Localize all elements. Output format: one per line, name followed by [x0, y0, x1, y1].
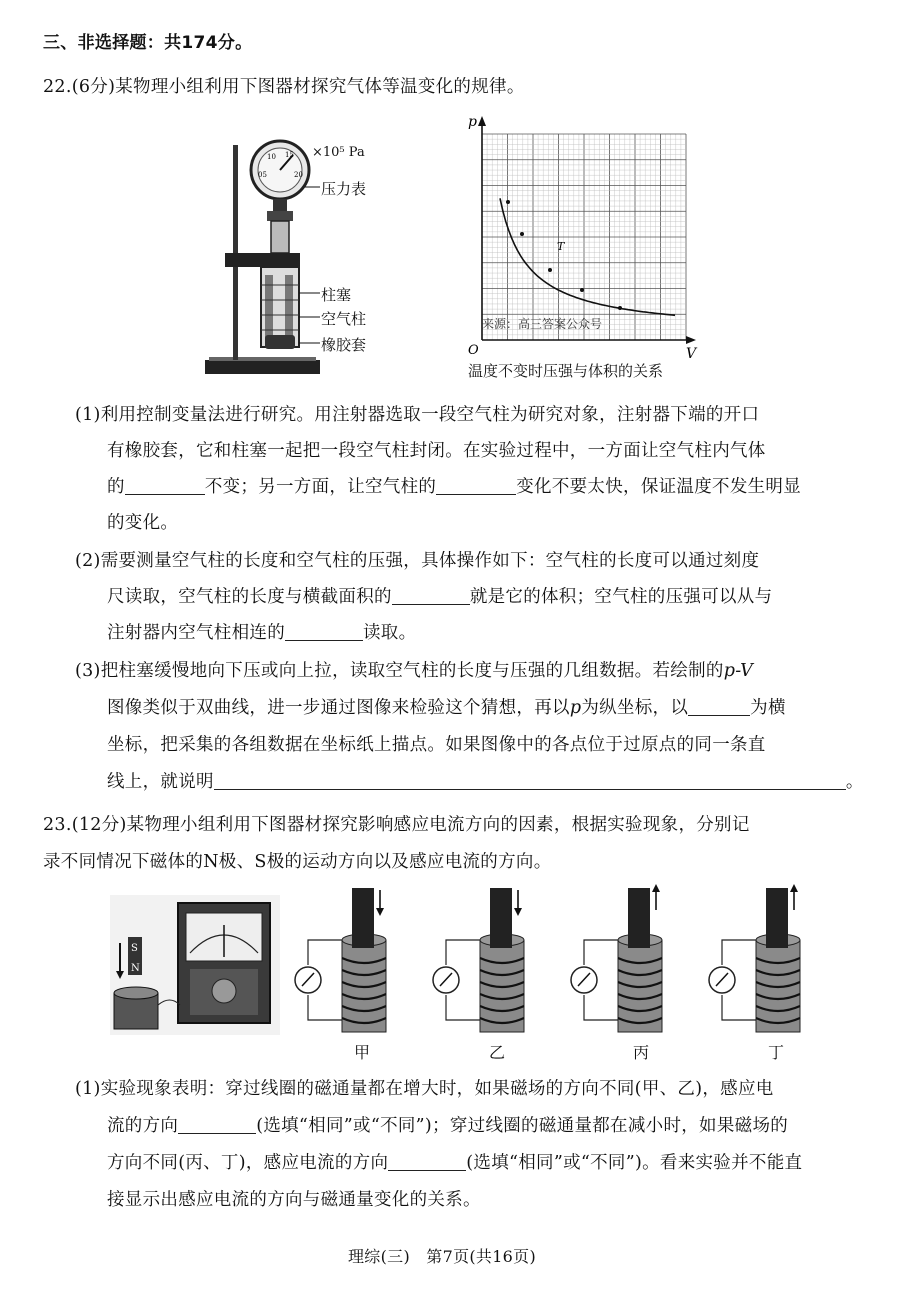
answer-blank-8[interactable] — [388, 1152, 466, 1171]
answer-blank-1[interactable] — [125, 476, 205, 495]
q22-p1-line3: 的 不变；另一方面，让空气柱的 变化不要太快，保证温度不发生明显 — [107, 477, 802, 497]
stand-rod — [233, 145, 238, 360]
induction-apparatus-figure — [110, 895, 280, 1035]
q23-p1-line4: 接显示出感应电流的方向与磁通量变化的关系。 — [107, 1190, 481, 1210]
wire — [446, 940, 480, 965]
q22-p1-line1: (1)利用控制变量法进行研究。用注射器选取一段空气柱为研究对象，注射器下端的开口 — [75, 405, 760, 425]
svg-text:S: S — [131, 943, 138, 954]
isotherm-curve — [500, 198, 675, 315]
q22-p3-line4: 线上，就说明 。 — [107, 772, 864, 792]
pressure-gauge — [251, 141, 309, 221]
y-axis-label: p — [468, 114, 477, 130]
q22-number: 22. — [43, 77, 72, 97]
wire — [584, 940, 618, 965]
panel-label-ding: 丁 — [768, 1043, 785, 1062]
q22-p2-line3: 注射器内空气柱相连的 读取。 — [107, 623, 417, 643]
arrow-head — [652, 884, 660, 892]
watermark: 来源：高三答案公众号 — [482, 317, 603, 331]
answer-blank-3[interactable] — [392, 586, 470, 605]
coil-panels-figure — [280, 880, 810, 1040]
graph-point — [548, 268, 552, 272]
origin-label: O — [468, 343, 479, 358]
magnet-top — [352, 888, 374, 948]
syringe-apparatus-figure — [195, 135, 425, 385]
q22-p3-line2: 图像类似于双曲线，进一步通过图像来检验这个猜想，再以p为纵坐标，以 为横 — [107, 698, 786, 718]
q22-p1-line2: 有橡胶套，它和柱塞一起把一段空气柱封闭。在实验过程中，一方面让空气柱内气体 — [107, 441, 766, 461]
answer-blank-5[interactable] — [688, 697, 750, 716]
q22-p2-line1: (2)需要测量空气柱的长度和空气柱的压强，具体操作如下：空气柱的长度可以通过刻度 — [75, 551, 760, 571]
panel-label-yi: 乙 — [489, 1043, 506, 1062]
svg-text:10: 10 — [267, 153, 276, 161]
graph-grid — [482, 134, 686, 340]
magnet-top — [628, 888, 650, 948]
graph-point — [580, 288, 584, 292]
pressure-unit-label: ×10⁵ Pa — [312, 145, 365, 160]
magnet-top — [766, 888, 788, 948]
panel-label-bing: 丙 — [633, 1043, 650, 1062]
graph-caption: 温度不变时压强与体积的关系 — [468, 362, 664, 380]
wire — [722, 940, 756, 965]
graph-point — [506, 200, 510, 204]
gauge-label: 压力表 — [321, 180, 367, 198]
q23-stem-line1: 23.(12分)某物理小组利用下图器材探究影响感应电流方向的因素，根据实验现象，分别记 — [43, 815, 750, 835]
q22-p3-line1: (3)把柱塞缓慢地向下压或向上拉，读取空气柱的长度与压强的几组数据。若绘制的p-V — [75, 661, 754, 681]
graph-point — [618, 306, 622, 310]
arrow-head — [376, 908, 384, 916]
stand-base — [205, 360, 320, 374]
plunger-label: 柱塞 — [321, 286, 352, 304]
coil-panel-bing — [571, 884, 662, 1032]
air-column-label: 空气柱 — [321, 310, 367, 328]
q23-p1-line1: (1)实验现象表明：穿过线圈的磁通量都在增大时，如果磁场的方向不同(甲、乙)，感应电 — [75, 1079, 774, 1099]
wire — [722, 995, 756, 1020]
svg-text:05: 05 — [258, 171, 267, 179]
coil-panel-ding — [709, 884, 800, 1032]
section-title: 三、非选择题：共174分。 — [43, 33, 253, 53]
graph-point — [520, 232, 524, 236]
wire — [446, 995, 480, 1020]
arrow-head — [790, 884, 798, 892]
svg-text:15: 15 — [285, 151, 294, 159]
wire — [308, 995, 342, 1020]
answer-blank-2[interactable] — [436, 476, 516, 495]
wire — [308, 940, 342, 965]
coil-panel-jia — [295, 888, 386, 1032]
clamp — [225, 253, 300, 267]
q23-p1-line2: 流的方向 (选填“相同”或“不同”)；穿过线圈的磁通量都在减小时，如果磁场的 — [107, 1116, 789, 1136]
answer-blank-7[interactable] — [178, 1115, 256, 1134]
x-axis-label: V — [686, 346, 697, 360]
curve-label: T — [557, 240, 565, 253]
rubber-cap-label: 橡胶套 — [321, 336, 367, 354]
q22-stem: 22.(6分)某物理小组利用下图器材探究气体等温变化的规律。 — [43, 77, 525, 97]
magnet-top — [490, 888, 512, 948]
svg-text:20: 20 — [294, 171, 303, 179]
pv-graph — [460, 110, 710, 360]
coil-panel-yi — [433, 888, 524, 1032]
syringe — [261, 267, 299, 349]
svg-text:N: N — [131, 963, 140, 974]
q22-p1-line4: 的变化。 — [107, 513, 179, 533]
answer-blank-4[interactable] — [285, 622, 363, 641]
panel-label-jia: 甲 — [354, 1043, 371, 1062]
page-footer: 理综(三) 第7页(共16页) — [348, 1247, 537, 1266]
q23-number: 23. — [43, 815, 72, 835]
answer-blank-6[interactable] — [214, 771, 846, 790]
arrow-head — [514, 908, 522, 916]
q23-p1-line3: 方向不同(丙、丁)，感应电流的方向 (选填“相同”或“不同”)。看来实验并不能直 — [107, 1153, 803, 1173]
q22-p3-line3: 坐标，把采集的各组数据在坐标纸上描点。如果图像中的各点位于过原点的同一条直 — [107, 735, 766, 755]
wire — [584, 995, 618, 1020]
q23-stem-line2: 录不同情况下磁体的N极、S极的运动方向以及感应电流的方向。 — [43, 852, 552, 872]
q22-p2-line2: 尺读取，空气柱的长度与横截面积的 就是它的体积；空气柱的压强可以从与 — [107, 587, 773, 607]
